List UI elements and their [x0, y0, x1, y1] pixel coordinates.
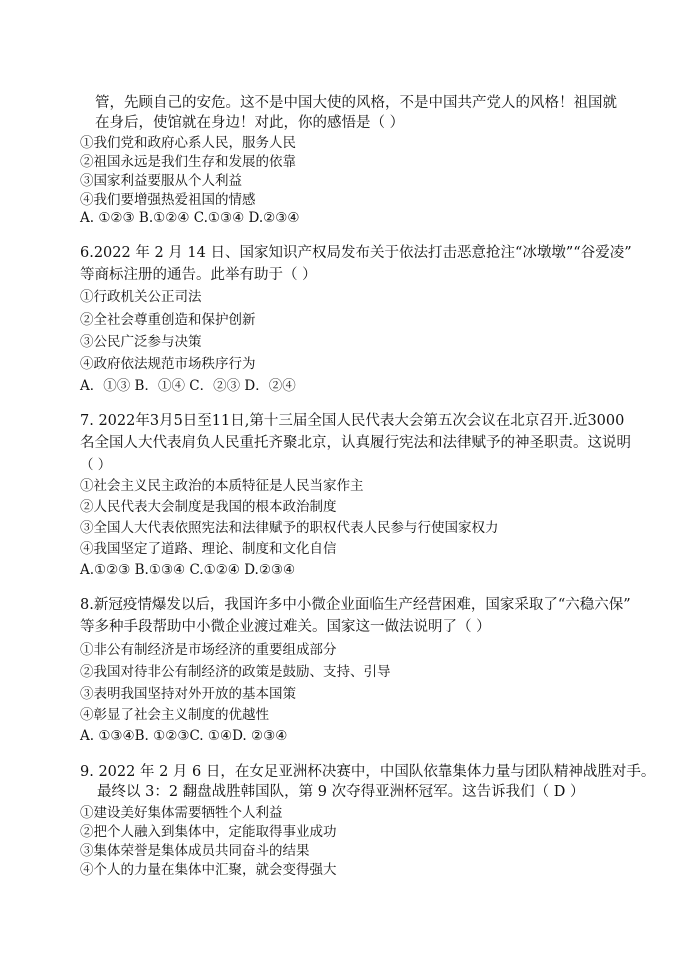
q5-stem-line-2: 在身后，使馆就在身边！对此，你的感悟是（ ） [95, 115, 405, 131]
q8-stem-line-2: 等多种手段帮助中小微企业渡过难关。国家这一做法说明了（ ） [80, 619, 491, 635]
q5-option-3: ③国家利益要服从个人利益 [80, 173, 242, 189]
q6-answer-choices: A．①③ B．①④ C．②③ D．②④ [80, 378, 296, 394]
q8-option-4: ④彰显了社会主义制度的优越性 [80, 707, 269, 723]
q6-stem-line-2: 等商标注册的通告。此举有助于（ ） [80, 267, 317, 283]
q8-option-3: ③表明我国坚持对外开放的基本国策 [80, 686, 296, 702]
q8-option-2: ②我国对待非公有制经济的政策是鼓励、支持、引导 [80, 664, 391, 680]
q5-stem-line-1: 管，先顾自己的安危。这不是中国大使的风格，不是中国共产党人的风格！祖国就 [95, 95, 617, 111]
q9-stem-line-2: 最终以 3：2 翻盘战胜韩国队，第 9 次夺得亚洲杯冠军。这告诉我们（ D ） [97, 784, 585, 800]
q8-stem-line-1: 8.新冠疫情爆发以后，我国许多中小微企业面临生产经营困难，国家采取了“六稳六保” [80, 597, 631, 613]
q6-option-2: ②全社会尊重创造和保护创新 [80, 312, 256, 328]
q7-stem-line-1: 7. 2022年3月5日至11日,第十三届全国人民代表大会第五次会议在北京召开.近3000 [80, 413, 625, 429]
q7-answer-choices: A.①②③ B.①③④ C.①②④ D.②③④ [80, 562, 296, 578]
q5-option-4: ④我们要增强热爱祖国的情感 [80, 192, 256, 208]
q7-option-4: ④我国坚定了道路、理论、制度和文化自信 [80, 541, 337, 557]
q5-option-2: ②祖国永远是我们生存和发展的依靠 [80, 154, 296, 170]
q7-stem-line-3: （ ） [80, 457, 112, 473]
q7-option-3: ③全国人大代表依照宪法和法律赋予的职权代表人民参与行使国家权力 [80, 520, 499, 536]
q6-option-3: ③公民广泛参与决策 [80, 334, 202, 350]
q6-stem-line-1: 6.2022 年 2 月 14 日、国家知识产权局发布关于依法打击恶意抢注“冰墩墩”“谷爱凌” [80, 245, 632, 261]
q9-option-4: ④个人的力量在集体中汇聚，就会变得强大 [80, 862, 337, 878]
q6-option-4: ④政府依法规范市场秩序行为 [80, 356, 256, 372]
q9-option-2: ②把个人融入到集体中，定能取得事业成功 [80, 824, 337, 840]
q5-answer-choices: A. ①②③ B.①②④ C.①③④ D.②③④ [80, 210, 300, 226]
q5-option-1: ①我们党和政府心系人民，服务人民 [80, 135, 296, 151]
q9-option-3: ③集体荣誉是集体成员共同奋斗的结果 [80, 843, 310, 859]
q9-stem-line-1: 9. 2022 年 2 月 6 日，在女足亚洲杯决赛中，中国队依靠集体力量与团队精神战胜对手。 [80, 764, 656, 780]
q9-option-1: ①建设美好集体需要牺牲个人利益 [80, 805, 283, 821]
q8-option-1: ①非公有制经济是市场经济的重要组成部分 [80, 642, 337, 658]
q8-answer-choices: A. ①③④B. ①②③C. ①④D. ②③④ [80, 728, 288, 744]
q7-option-1: ①社会主义民主政治的本质特征是人民当家作主 [80, 478, 364, 494]
q6-option-1: ①行政机关公正司法 [80, 289, 202, 305]
q7-option-2: ②人民代表大会制度是我国的根本政治制度 [80, 499, 337, 515]
q7-stem-line-2: 名全国人大代表肩负人民重托齐聚北京，认真履行宪法和法律赋予的神圣职责。这说明 [80, 435, 631, 451]
